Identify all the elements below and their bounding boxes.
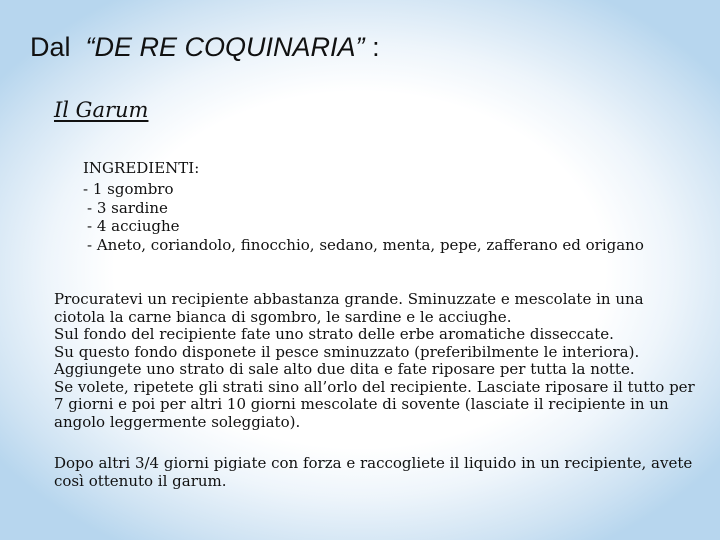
text-line: Dopo altri 3/4 giorni pigiate con forza e raccogliete il liquido in un recipiente, avete	[54, 454, 693, 472]
ingredients-list	[83, 180, 644, 254]
text-line: così ottenuto il garum.	[54, 471, 227, 490]
conclusion-paragraph	[54, 455, 704, 490]
title-prefix: Dal	[30, 32, 71, 62]
title-book-name: “DE RE COQUINARIA”	[85, 32, 365, 62]
recipe-subtitle: Il Garum	[54, 98, 149, 122]
instructions-paragraph	[54, 291, 704, 431]
text-line: Sul fondo del recipiente fate uno strato delle erbe aromatiche disseccate.	[54, 325, 614, 343]
slide-title	[30, 32, 380, 63]
ingredient-item: - 3 sardine	[87, 198, 168, 217]
text-line: Se volete, ripetete gli strati sino all’orlo del recipiente. Lasciate riposare il tutto per	[54, 377, 695, 396]
ingredient-item: - 1 sgombro	[83, 180, 174, 198]
text-line: Procuratevi un recipiente abbastanza grande. Sminuzzate e mescolate in una	[54, 290, 644, 308]
text-line: Aggiungete uno strato di sale alto due dita e fate riposare per tutta la notte.	[54, 360, 635, 378]
text-line: 7 giorni e poi per altri 10 giorni mescolate di sovente (lasciate il recipiente in un	[54, 395, 669, 413]
text-line: Su questo fondo disponete il pesce sminuzzato (preferibilmente le interiora).	[54, 342, 640, 361]
ingredient-item: - Aneto, coriandolo, finocchio, sedano, menta, pepe, zafferano ed origano	[87, 235, 644, 254]
text-line: ciotola la carne bianca di sgombro, le sardine e le acciughe.	[54, 307, 512, 326]
title-colon: :	[372, 32, 380, 62]
ingredients-heading: INGREDIENTI:	[83, 159, 200, 177]
ingredient-item: - 4 acciughe	[87, 217, 180, 235]
text-line: angolo leggermente soleggiato).	[54, 412, 301, 431]
